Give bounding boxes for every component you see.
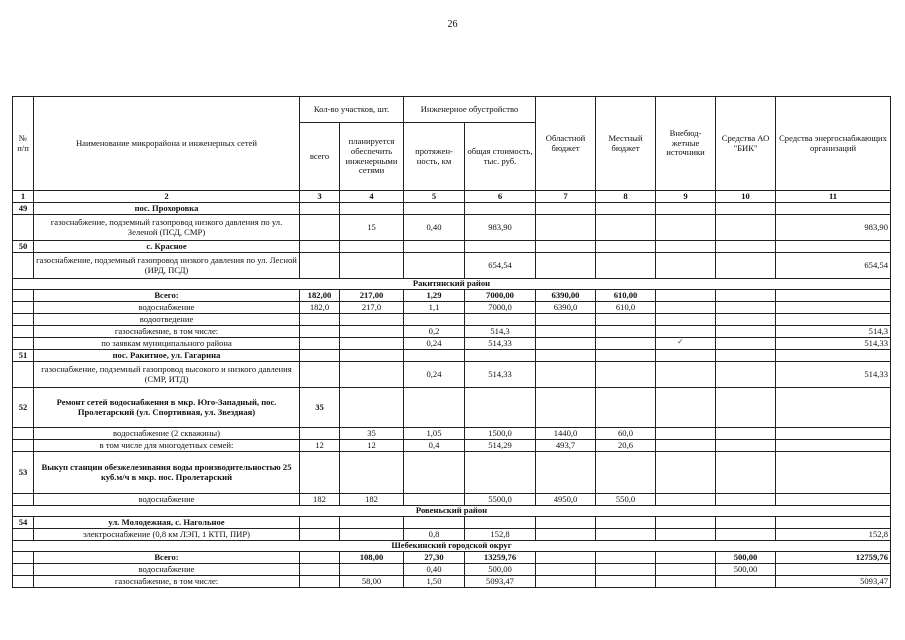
value-cell [716,452,776,494]
value-cell: 610,0 [596,302,656,314]
row-name-cell: с. Красное [34,241,300,253]
header-local: Местный бюджет [596,97,656,191]
value-cell [656,452,716,494]
value-cell [656,428,716,440]
row-number-cell: 53 [13,452,34,494]
value-cell [300,552,340,564]
section-title: Ровеньский район [13,506,891,517]
value-cell [404,517,465,529]
value-cell [536,314,596,326]
value-cell [716,494,776,506]
value-cell [596,564,656,576]
section-header-row [13,279,891,290]
row-number-cell [13,314,34,326]
value-cell [596,529,656,541]
value-cell [300,338,340,350]
value-cell [776,494,891,506]
value-cell [536,338,596,350]
value-cell [404,241,465,253]
value-cell: 654,54 [776,253,891,279]
table-row [13,326,891,338]
value-cell [404,253,465,279]
table-row [13,338,891,350]
column-number-9: 9 [656,191,716,203]
value-cell [465,350,536,362]
row-name-cell: газоснабжение, в том числе: [34,326,300,338]
value-cell [716,314,776,326]
value-cell: 0,24 [404,338,465,350]
row-number-cell [13,215,34,241]
value-cell: 12759,76 [776,552,891,564]
value-cell: 217,00 [340,290,404,302]
value-cell [716,362,776,388]
value-cell [465,241,536,253]
header-infra: Инженерное обустройство [404,97,536,123]
value-cell: 5093,47 [465,576,536,588]
value-cell [300,517,340,529]
value-cell [776,564,891,576]
value-cell [404,314,465,326]
value-cell [340,314,404,326]
value-cell [596,388,656,428]
value-cell [340,253,404,279]
value-cell [596,576,656,588]
value-cell [776,350,891,362]
value-cell [536,452,596,494]
value-cell [656,314,716,326]
column-number-5: 5 [404,191,465,203]
value-cell [716,388,776,428]
value-cell [536,552,596,564]
value-cell: 514,33 [776,362,891,388]
value-cell: 0,40 [404,564,465,576]
value-cell: 60,0 [596,428,656,440]
row-number-cell [13,529,34,541]
row-number-cell [13,326,34,338]
value-cell [596,314,656,326]
value-cell: 983,90 [465,215,536,241]
row-number-cell [13,552,34,564]
column-number-6: 6 [465,191,536,203]
value-cell: 514,3 [776,326,891,338]
row-number-cell [13,290,34,302]
table-row [13,576,891,588]
row-name-cell: водоснабжение [34,564,300,576]
row-number-cell [13,362,34,388]
value-cell [536,576,596,588]
row-name-cell: газоснабжение, подземный газопровод низкого давления по ул. Лесной (ИРД, ПСД) [34,253,300,279]
value-cell: 0,24 [404,362,465,388]
investment-table [12,96,891,588]
value-cell [776,388,891,428]
value-cell: 27,30 [404,552,465,564]
value-cell [340,362,404,388]
value-cell: 20,6 [596,440,656,452]
value-cell: 514,33 [776,338,891,350]
column-number-2: 2 [34,191,300,203]
value-cell [716,203,776,215]
value-cell [536,350,596,362]
value-cell [656,253,716,279]
row-name-cell: в том числе для многодетных семей: [34,440,300,452]
value-cell [340,350,404,362]
column-number-10: 10 [716,191,776,203]
value-cell [656,529,716,541]
row-number-cell: 49 [13,203,34,215]
value-cell: 6390,0 [536,302,596,314]
table-row [13,517,891,529]
table-row [13,302,891,314]
value-cell [596,203,656,215]
value-cell [656,517,716,529]
value-cell [716,529,776,541]
value-cell: 5093,47 [776,576,891,588]
value-cell: 182,0 [300,302,340,314]
table-row [13,215,891,241]
value-cell [300,314,340,326]
table-row [13,388,891,428]
value-cell [465,517,536,529]
value-cell: 514,29 [465,440,536,452]
row-number-cell [13,253,34,279]
value-cell [340,241,404,253]
row-name-cell: по заявкам муниципального района [34,338,300,350]
value-cell: 493,7 [536,440,596,452]
header-sites-total: всего [300,123,340,191]
value-cell: 152,8 [465,529,536,541]
value-cell [300,362,340,388]
header-length: протяжен-ность, км [404,123,465,191]
table-row [13,440,891,452]
value-cell: 5500,0 [465,494,536,506]
value-cell [716,215,776,241]
header-cost: общая стоимость, тыс. руб. [465,123,536,191]
header-num: № п/п [13,97,34,191]
value-cell [404,350,465,362]
value-cell: 550,0 [596,494,656,506]
value-cell: 182 [300,494,340,506]
row-name-cell: Ремонт сетей водоснабжения в мкр. Юго-Западный, пос. Пролетарский (ул. Спортивная, ул. Звездная) [34,388,300,428]
value-cell: 610,00 [596,290,656,302]
value-cell [776,440,891,452]
value-cell: 1500,0 [465,428,536,440]
header-sites-planned: планируется обеспечить инженерными сетями [340,123,404,191]
table-row [13,253,891,279]
column-numbers-row [13,191,891,203]
value-cell: 654,54 [465,253,536,279]
value-cell [300,529,340,541]
table-row [13,452,891,494]
table-row [13,203,891,215]
header-name: Наименование микрорайона и инженерных сетей [34,97,300,191]
row-name-cell: газоснабжение, в том числе: [34,576,300,588]
header-regional: Областной бюджет [536,97,596,191]
value-cell [465,203,536,215]
row-name-cell: водоотведение [34,314,300,326]
column-number-3: 3 [300,191,340,203]
value-cell: 500,00 [465,564,536,576]
value-cell [656,440,716,452]
value-cell [776,203,891,215]
value-cell: 35 [300,388,340,428]
value-cell [716,576,776,588]
value-cell [716,241,776,253]
value-cell: 1,50 [404,576,465,588]
value-cell: 500,00 [716,552,776,564]
value-cell [536,388,596,428]
value-cell [716,326,776,338]
value-cell [656,576,716,588]
value-cell [596,338,656,350]
value-cell: 500,00 [716,564,776,576]
value-cell: 0,40 [404,215,465,241]
value-cell: 7000,00 [465,290,536,302]
row-number-cell: 52 [13,388,34,428]
value-cell [536,241,596,253]
section-title: Ракитянский район [13,279,891,290]
value-cell [656,215,716,241]
value-cell: 1,05 [404,428,465,440]
value-cell [656,388,716,428]
row-name-cell: пос. Прохоровка [34,203,300,215]
value-cell: 108,00 [340,552,404,564]
table-row [13,529,891,541]
row-number-cell: 51 [13,350,34,362]
row-number-cell [13,440,34,452]
value-cell [596,326,656,338]
value-cell [716,428,776,440]
value-cell [656,564,716,576]
value-cell: 514,3 [465,326,536,338]
value-cell [300,203,340,215]
row-number-cell [13,302,34,314]
row-name-cell: пос. Ракитное, ул. Гагарина [34,350,300,362]
value-cell [300,241,340,253]
table-row [13,241,891,253]
table-row [13,290,891,302]
value-cell: 983,90 [776,215,891,241]
table-row [13,552,891,564]
value-cell [340,564,404,576]
value-cell [656,290,716,302]
row-name-cell: электроснабжение (0,8 км ЛЭП, 1 КТП, ПИР) [34,529,300,541]
value-cell [340,203,404,215]
column-number-4: 4 [340,191,404,203]
value-cell: 514,33 [465,362,536,388]
column-number-11: 11 [776,191,891,203]
page-number: 26 [447,19,458,30]
value-cell [776,290,891,302]
value-cell [656,302,716,314]
value-cell: 514,33 [465,338,536,350]
row-name-cell: водоснабжение (2 скважины) [34,428,300,440]
value-cell: 1,1 [404,302,465,314]
row-name-cell: ул. Молодежная, с. Нагольное [34,517,300,529]
value-cell: 182,00 [300,290,340,302]
column-number-7: 7 [536,191,596,203]
header-bik: Средства АО "БИК" [716,97,776,191]
row-number-cell [13,428,34,440]
value-cell [300,215,340,241]
row-number-cell [13,564,34,576]
header-offbudget: Внебюд-жетные источники [656,97,716,191]
header-energy: Средства энергоснабжающих организаций [776,97,891,191]
value-cell [776,428,891,440]
value-cell [404,494,465,506]
value-cell [656,326,716,338]
value-cell [465,388,536,428]
value-cell: 7000,0 [465,302,536,314]
header-sites: Кол-во участков, шт. [300,97,404,123]
row-name-cell: Всего: [34,290,300,302]
value-cell [536,517,596,529]
value-cell: 13259,76 [465,552,536,564]
value-cell [340,452,404,494]
value-cell [656,241,716,253]
value-cell: 35 [340,428,404,440]
column-number-1: 1 [13,191,34,203]
value-cell [656,362,716,388]
value-cell: 0,4 [404,440,465,452]
row-name-cell: водоснабжение [34,302,300,314]
value-cell: 1440,0 [536,428,596,440]
value-cell [716,338,776,350]
value-cell [536,253,596,279]
table-row [13,564,891,576]
table-row [13,494,891,506]
table-row [13,350,891,362]
section-header-row [13,506,891,517]
value-cell: 0,2 [404,326,465,338]
value-cell [536,362,596,388]
value-cell [596,241,656,253]
value-cell [340,517,404,529]
row-name-cell: водоснабжение [34,494,300,506]
value-cell: 182 [340,494,404,506]
value-cell [776,302,891,314]
section-title: Шебекинский городской округ [13,541,891,552]
value-cell [536,564,596,576]
value-cell [300,564,340,576]
row-name-cell: Выкуп станции обезжелезивания воды производительностью 25 куб.м/ч в мкр. пос. Пролетарский [34,452,300,494]
row-number-cell [13,576,34,588]
value-cell: 6390,00 [536,290,596,302]
row-number-cell: 54 [13,517,34,529]
value-cell [596,253,656,279]
value-cell [536,215,596,241]
value-cell [776,241,891,253]
value-cell [596,350,656,362]
header-row-1 [13,97,891,123]
value-cell [596,517,656,529]
value-cell [340,326,404,338]
column-number-8: 8 [596,191,656,203]
value-cell [596,452,656,494]
value-cell [716,290,776,302]
value-cell: 1,29 [404,290,465,302]
value-cell [656,494,716,506]
value-cell [404,452,465,494]
value-cell [340,388,404,428]
value-cell: 4950,0 [536,494,596,506]
value-cell [536,529,596,541]
value-cell [340,529,404,541]
value-cell [300,576,340,588]
value-cell [300,350,340,362]
value-cell: 58,00 [340,576,404,588]
value-cell [404,203,465,215]
value-cell [300,253,340,279]
value-cell [465,314,536,326]
value-cell: 217,0 [340,302,404,314]
value-cell: 0,8 [404,529,465,541]
value-cell [716,517,776,529]
value-cell [596,552,656,564]
value-cell [716,302,776,314]
value-cell [656,338,716,350]
value-cell [465,452,536,494]
value-cell: 152,8 [776,529,891,541]
value-cell [716,350,776,362]
row-number-cell [13,338,34,350]
table-row [13,314,891,326]
value-cell [596,215,656,241]
value-cell [340,338,404,350]
value-cell [536,326,596,338]
value-cell: 12 [300,440,340,452]
row-number-cell: 50 [13,241,34,253]
value-cell [716,253,776,279]
value-cell [300,428,340,440]
value-cell [776,517,891,529]
row-name-cell: газоснабжение, подземный газопровод низкого давления по ул. Зеленой (ПСД, СМР) [34,215,300,241]
value-cell: 12 [340,440,404,452]
row-number-cell [13,494,34,506]
row-name-cell: Всего: [34,552,300,564]
value-cell [300,326,340,338]
table-row [13,428,891,440]
value-cell [776,314,891,326]
value-cell [776,452,891,494]
value-cell: 15 [340,215,404,241]
value-cell [656,203,716,215]
row-name-cell: газоснабжение, подземный газопровод высокого и низкого давления (СМР, ИТД) [34,362,300,388]
value-cell [716,440,776,452]
value-cell [656,552,716,564]
value-cell [300,452,340,494]
value-cell [656,350,716,362]
value-cell [536,203,596,215]
table-row [13,362,891,388]
value-cell [404,388,465,428]
section-header-row [13,541,891,552]
scan-mark: ✓ [677,337,684,346]
value-cell [596,362,656,388]
